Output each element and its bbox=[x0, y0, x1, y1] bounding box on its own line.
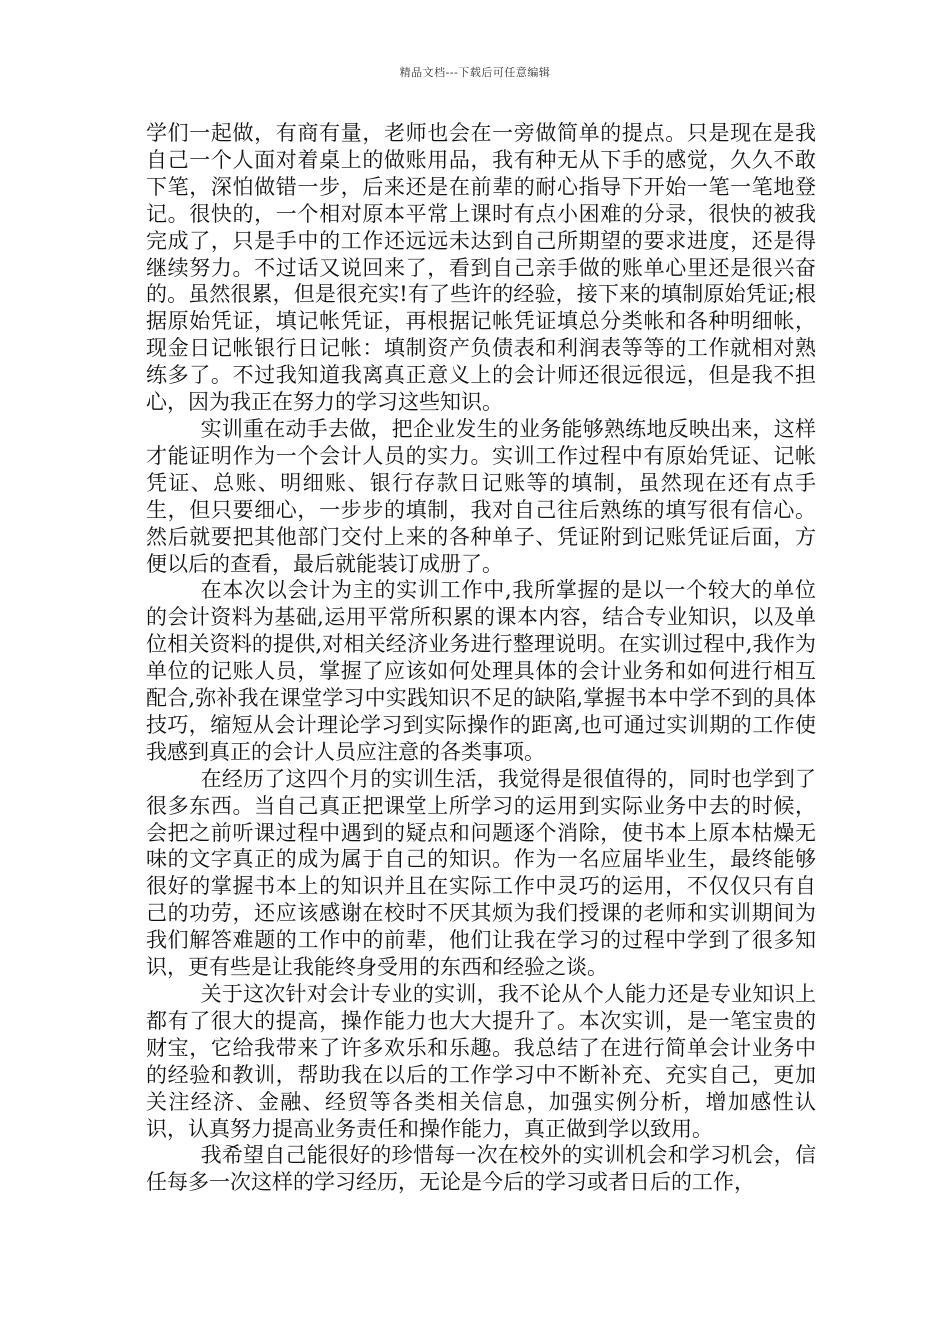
paragraph-5: 关于这次针对会计专业的实训，我不论从个人能力还是专业知识上都有了很大的提高，操作能力也大大提升了。本次实训，是一笔宝贵的财宝，它给我带来了许多欢乐和乐趣。我总结了在进行简单会计业务中的经验和教训，帮助我在以后的工作学习中不断补充、充实自己，更加关注经济、金融、经贸等各类相关信息，加强实例分析，增加感性认识，认真努力提高业务责任和操作能力，真正做到学以致用。 bbox=[146, 982, 816, 1141]
paragraph-1: 学们一起做，有商有量，老师也会在一旁做简单的提点。只是现在是我自己一个人面对着桌上的做账用品，我有种无从下手的感觉，久久不敢下笔，深怕做错一步，后来还是在前辈的耐心指导下开始一笔一笔地登记。很快的，一个相对原本平常上课时有点小困难的分录，很快的被我完成了，只是手中的工作还远远未达到自己所期望的要求进度，还是得继续努力。不过话又说回来了，看到自己亲手做的账单心里还是很兴奋的。虽然很累，但是很充实!有了些许的经验，接下来的填制原始凭证;根据原始凭证，填记帐凭证，再根据记帐凭证填总分类帐和各种明细帐，现金日记帐银行日记帐：填制资产负债表和利润表等等的工作就相对熟练多了。不过我知道我离真正意义上的会计师还很远很远，但是我不担心，因为我正在努力的学习这些知识。 bbox=[146, 121, 816, 415]
paragraph-2: 实训重在动手去做，把企业发生的业务能够熟练地反映出来，这样才能证明作为一个会计人员的实力。实训工作过程中有原始凭证、记帐凭证、总账、明细账、银行存款日记账等的填制，虽然现在还有点手生，但只要细心，一步步的填制，我对自己往后熟练的填写很有信心。然后就要把其他部门交付上来的各种单子、凭证附到记账凭证后面，方便以后的查看，最后就能装订成册了。 bbox=[146, 416, 816, 576]
page-header: 精品文档---下载后可任意编辑 bbox=[399, 66, 551, 79]
paragraph-4: 在经历了这四个月的实训生活，我觉得是很值得的，同时也学到了很多东西。当自己真正把课堂上所学习的运用到实际业务中去的时候，会把之前听课过程中遇到的疑点和问题逐个消除，使书本上原本枯燥无味的文字真正的成为属于自己的知识。作为一名应届毕业生，最终能够很好的掌握书本上的知识并且在实际工作中灵巧的运用，不仅仅只有自己的功劳，还应该感谢在校时不厌其烦为我们授课的老师和实训期间为我们解答难题的工作中的前辈，他们让我在学习的过程中学到了很多知识，更有些是让我能终身受用的东西和经验之谈。 bbox=[146, 766, 816, 980]
document-body bbox=[146, 120, 816, 1196]
paragraph-3: 在本次以会计为主的实训工作中,我所掌握的是以一个较大的单位的会计资料为基础,运用平常所积累的课本内容，结合专业知识，以及单位相关资料的提供,对相关经济业务进行整理说明。在实训过程中,我作为单位的记账人员，掌握了应该如何处理具体的会计业务和如何进行相互配合,弥补我在课堂学习中实践知识不足的缺陷,掌握书本中学不到的具体技巧，缩短从会计理论学习到实际操作的距离,也可通过实训期的工作使我感到真正的会计人员应注意的各类事项。 bbox=[146, 578, 816, 764]
paragraph-6: 我希望自己能很好的珍惜每一次在校外的实训机会和学习机会，信任每多一次这样的学习经历，无论是今后的学习或者日后的工作， bbox=[146, 1143, 816, 1195]
